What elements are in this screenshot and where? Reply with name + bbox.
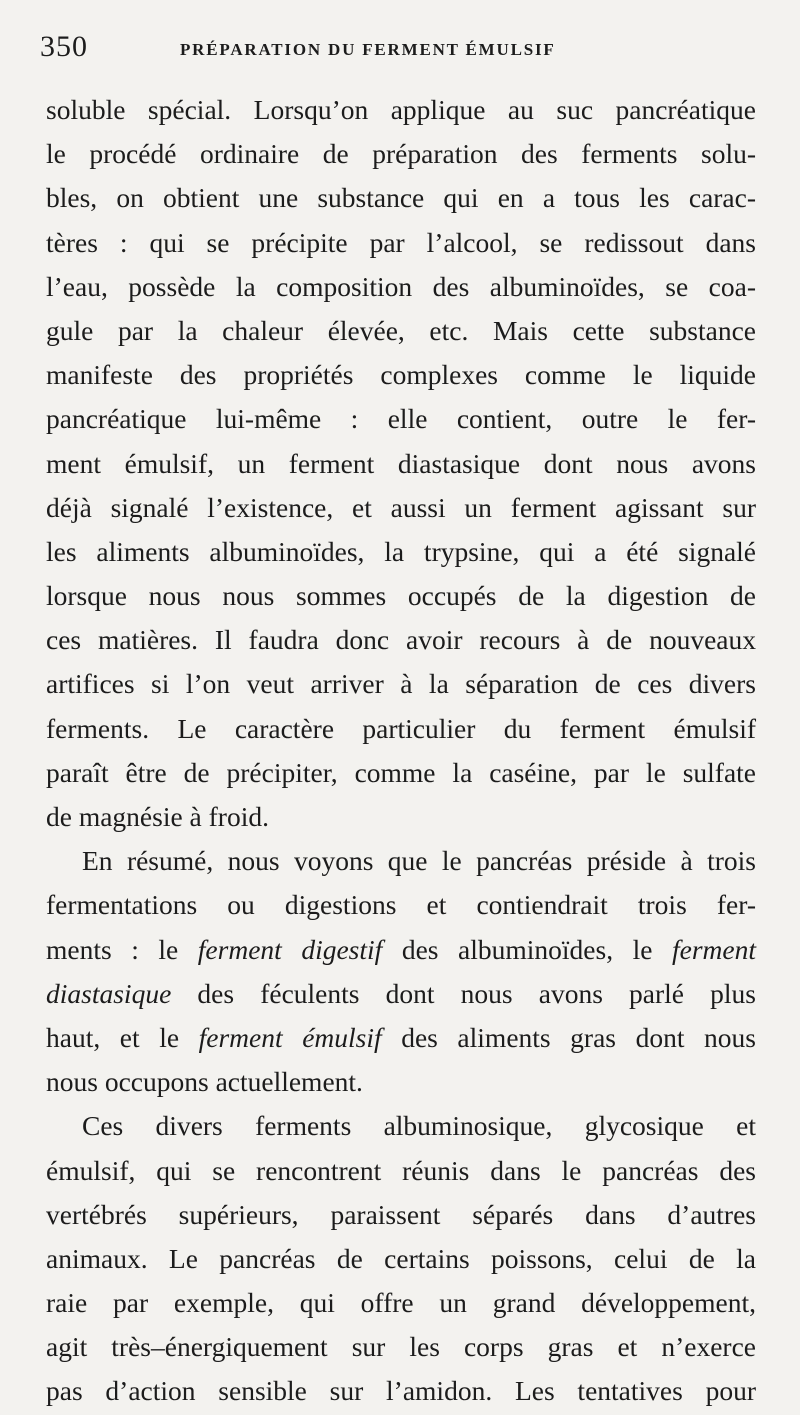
text-segment: des aliments gras dont nous [381, 1021, 756, 1053]
text-line: agit très–énergiquement sur les corps gras et n’exerce [46, 1331, 756, 1363]
text-line: ment émulsif, un ferment diastasique dont nous avons [46, 447, 756, 479]
italic-term: ferment [671, 933, 756, 965]
paragraph-1 [46, 88, 756, 839]
text-line: pancréatique lui-même : elle contient, outre le fer- [46, 403, 756, 435]
text-line: raie par exemple, qui offre un grand développement, [46, 1287, 756, 1319]
text-line: gule par la chaleur élevée, etc. Mais cette substance [46, 314, 756, 346]
text-line [46, 1016, 756, 1060]
italic-term: diastasique [46, 977, 172, 1009]
text-line: artifices si l’on veut arriver à la séparation de ces divers [46, 668, 756, 700]
text-segment: ments : le [46, 933, 198, 965]
text-line: lorsque nous nous sommes occupés de la digestion de [46, 580, 756, 612]
text-line: le procédé ordinaire de préparation des ferments solu- [46, 138, 756, 170]
text-line: vertébrés supérieurs, paraissent séparés dans d’autres [46, 1198, 756, 1230]
text-segment: haut, et le [46, 1021, 199, 1053]
text-line: émulsif, qui se rencontrent réunis dans le pancréas des [46, 1154, 756, 1186]
paragraph-3 [46, 1104, 756, 1413]
text-line: déjà signalé l’existence, et aussi un ferment agissant sur [46, 491, 756, 523]
text-line [46, 972, 756, 1016]
text-line: l’eau, possède la composition des albuminoïdes, se coa- [46, 270, 756, 302]
body-text [46, 88, 756, 1414]
text-line: de magnésie à froid. [46, 801, 269, 832]
text-line: paraît être de précipiter, comme la caséine, par le sulfate [46, 756, 756, 788]
text-line: bles, on obtient une substance qui en a tous les carac- [46, 182, 756, 214]
text-line: Ces divers ferments albuminosique, glycosique et [82, 1110, 756, 1142]
italic-term: ferment émulsif [198, 1021, 382, 1053]
text-line: tères : qui se précipite par l’alcool, se redissout dans [46, 226, 756, 258]
text-line: ces matières. Il faudra donc avoir recours à de nouveaux [46, 624, 756, 656]
paragraph-2 [46, 839, 756, 1104]
text-segment: des féculents dont nous avons parlé plus [171, 977, 756, 1009]
text-line: ferments. Le caractère particulier du ferment émulsif [46, 712, 756, 744]
text-segment: des albuminoïdes, le [382, 933, 672, 965]
text-line: animaux. Le pancréas de certains poissons, celui de la [46, 1242, 756, 1274]
text-line: nous occupons actuellement. [46, 1066, 363, 1098]
text-line: les aliments albuminoïdes, la trypsine, qui a été signalé [46, 535, 756, 567]
text-line: manifeste des propriétés complexes comme le liquide [46, 359, 756, 391]
italic-term: ferment digestif [197, 933, 383, 965]
text-line: soluble spécial. Lorsqu’on applique au suc pancréatique [46, 94, 756, 125]
running-title: PRÉPARATION DU FERMENT ÉMULSIF [180, 40, 556, 59]
text-line: fermentations ou digestions et contiendrait trois fer- [46, 889, 756, 921]
text-line: pas d’action sensible sur l’amidon. Les tentatives pour [46, 1375, 756, 1407]
page-header [40, 30, 780, 70]
text-line: En résumé, nous voyons que le pancréas préside à trois [82, 845, 756, 877]
text-line [46, 928, 756, 972]
page-number: 350 [40, 30, 88, 63]
